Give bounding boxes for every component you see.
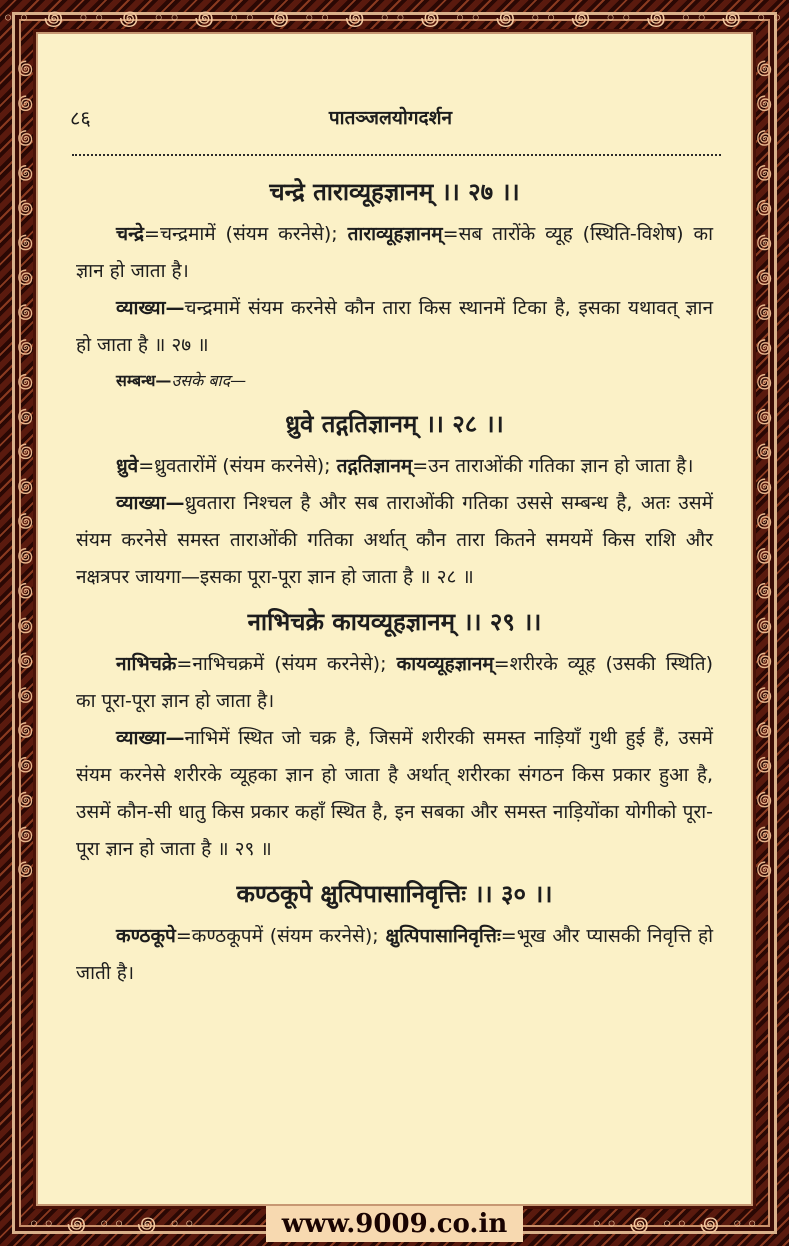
left-ornament: ꩜ ꩜ ꩜ ꩜ ꩜ ꩜ ꩜ ꩜ ꩜ ꩜ ꩜ ꩜ ꩜ ꩜ ꩜ ꩜ ꩜ ꩜ ꩜ ꩜ ꩜ ꩜ ꩜ ꩜ [15, 60, 36, 884]
commentary-27: व्याख्या—चन्द्रमामें संयम करनेसे कौन तारा किस स्थानमें टिका है, इसका यथावत् ज्ञान हो जाता है ॥ २७ ॥ [76, 297, 713, 356]
relation-note: सम्बन्ध—उसके बाद— [116, 371, 247, 390]
commentary-29: व्याख्या—नाभिमें स्थित जो चक्र है, जिसमें शरीरकी समस्त नाड़ियाँ गुथी हुई हैं, उसमें संयम करनेसे शरीरके व्यूहका ज्ञान हो जाता है अर्थात् शरीरका संगठन किस प्रकार हुआ है, उसमें कौन-सी धातु किस प्रकार कहाँ स्थित है, इन सबका और समस्त नाड़ियोंका योगीको पूरा-पूरा ज्ञान हो जाता है ॥ २९ ॥ [76, 727, 713, 860]
gloss-30: कण्ठकूपे=कण्ठकूपमें (संयम करनेसे); क्षुत्पिपासानिवृत्तिः=भूख और प्यासकी निवृत्ति हो जाती है। [76, 925, 714, 984]
commentary-28: व्याख्या—ध्रुवतारा निश्चल है और सब ताराओंकी गतिका उससे सम्बन्ध है, अतः उसमें संयम करनेसे समस्त ताराओंकी गतिका अर्थात् कौन तारा कितने समयमें किस राशि और नक्षत्रपर जायगा—इसका पूरा-पूरा ज्ञान हो जाता है ॥ २८ ॥ [76, 492, 713, 588]
footer-bar [0, 1202, 789, 1246]
right-ornament: ꩜ ꩜ ꩜ ꩜ ꩜ ꩜ ꩜ ꩜ ꩜ ꩜ ꩜ ꩜ ꩜ ꩜ ꩜ ꩜ ꩜ ꩜ ꩜ ꩜ ꩜ ꩜ ꩜ ꩜ [754, 60, 775, 884]
page-header [60, 104, 721, 138]
book-page [38, 34, 751, 1204]
page-content [76, 166, 713, 992]
running-title: पातञ्जलयोगदर्शन [328, 107, 453, 129]
sutra-29: नाभिचक्रे कायव्यूहज्ञानम् ।। २९ ।। [247, 608, 542, 636]
sutra-28: ध्रुवे तद्गतिज्ञानम् ।। २८ ।। [285, 410, 504, 438]
footer-ornament-left: ◦◦ ꩜ ◦◦ ꩜ ◦◦ [28, 1212, 199, 1236]
website-link[interactable]: www.9009.co.in [266, 1206, 524, 1242]
gloss-28: ध्रुवे=ध्रुवतारोंमें (संयम करनेसे); तद्गतिज्ञानम्=उन ताराओंकी गतिका ज्ञान हो जाता है। [116, 455, 694, 477]
top-ornament: ◦◦ ꩜ ◦◦ ꩜ ◦◦ ꩜ ◦◦ ꩜ ◦◦ ꩜ ◦◦ ꩜ ◦◦ ꩜ ◦◦ ꩜ ◦◦ ꩜ ◦◦ ꩜ ◦◦ [2, 6, 787, 30]
footer-ornament-right: ◦◦ ꩜ ◦◦ ꩜ ◦◦ [590, 1212, 761, 1236]
gloss-29: नाभिचक्रे=नाभिचक्रमें (संयम करनेसे); कायव्यूहज्ञानम्=शरीरके व्यूह (उसकी स्थिति) का पूरा-पूरा ज्ञान हो जाता है। [76, 653, 713, 712]
dotted-rule [72, 154, 721, 162]
sutra-30: कण्ठकूपे क्षुत्पिपासानिवृत्तिः ।। ३० ।। [236, 880, 553, 908]
page-number: ८६ [70, 106, 91, 130]
sutra-27: चन्द्रे ताराव्यूहज्ञानम् ।। २७ ।। [269, 178, 520, 206]
gloss-27: चन्द्रे=चन्द्रमामें (संयम करनेसे); ताराव्यूहज्ञानम्=सब तारोंके व्यूह (स्थिति-विशेष) का ज्ञान हो जाता है। [76, 223, 713, 282]
